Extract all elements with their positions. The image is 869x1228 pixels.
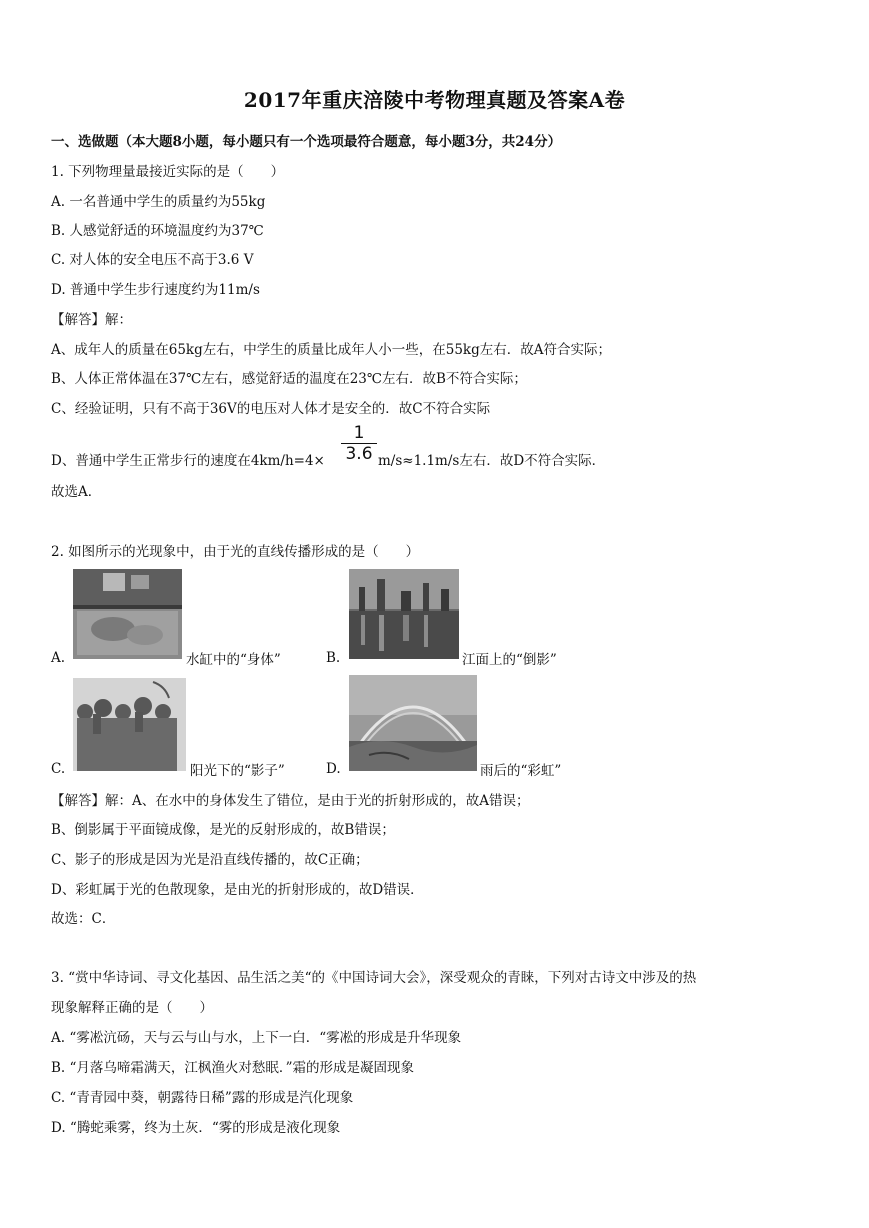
- q2-option-a-caption: 水缸中的“身体”: [186, 652, 281, 668]
- sunlight-shadow-photo: [73, 678, 186, 771]
- q3-option-b: B. “月落乌啼霜满天，江枫渔火对愁眠．”霜的形成是凝固现象: [51, 1060, 415, 1076]
- q3-option-a: A. “雾凇沆砀，天与云与山与水，上下一白．“雾凇的形成是升华现象: [51, 1030, 462, 1046]
- fraction-numerator: 1: [353, 423, 365, 443]
- q2-analysis-b: B、倒影属于平面镜成像，是光的反射形成的，故B错误；: [51, 822, 395, 838]
- q1-option-b: B. 人感觉舒适的环境温度约为37℃: [51, 223, 264, 239]
- q1-choice: 故选A．: [51, 484, 102, 500]
- q3-option-d: D. “腾蛇乘雾，终为土灰．“雾的形成是液化现象: [51, 1120, 341, 1136]
- q3-option-c: C. “青青园中葵，朝露待日稀”露的形成是汽化现象: [51, 1090, 354, 1106]
- fraction-denominator: 3.6: [345, 444, 373, 464]
- q2-option-d-caption: 雨后的“彩虹”: [480, 763, 562, 779]
- q1-answer-label: 【解答】解：: [51, 312, 132, 328]
- q2-analysis-d: D、彩虹属于光的色散现象，是由光的折射形成的，故D错误．: [51, 882, 424, 898]
- q3-stem-line-2: 现象解释正确的是（ ）: [51, 1000, 213, 1016]
- q2-option-b-letter: B.: [326, 650, 341, 666]
- q1-analysis-d-suffix: m/s≈1.1m/s左右．故D不符合实际．: [378, 453, 606, 469]
- q3-stem-line-1: 3. “赏中华诗词、寻文化基因、品生活之美“的《中国诗词大会》，深受观众的青睐，下列对古诗文中涉及的热: [51, 970, 697, 986]
- q1-option-a: A. 一名普通中学生的质量约为55kg: [51, 194, 266, 210]
- q2-analysis-a: 【解答】解：A、在水中的身体发生了错位，是由于光的折射形成的，故A错误；: [51, 793, 530, 809]
- q1-option-d: D. 普通中学生步行速度约为11m/s: [51, 282, 260, 298]
- page-title: 2017年重庆涪陵中考物理真题及答案A卷: [243, 88, 626, 112]
- q1-analysis-a: A、成年人的质量在65kg左右，中学生的质量比成年人小一些，在55kg左右．故A符合实际；: [51, 342, 611, 358]
- q2-option-a-letter: A.: [51, 650, 66, 666]
- q2-option-d-letter: D.: [326, 761, 341, 777]
- q1-option-c: C. 对人体的安全电压不高于3.6 V: [51, 252, 254, 268]
- rainbow-photo: [349, 675, 477, 771]
- q2-choice: 故选：C．: [51, 911, 116, 927]
- q2-option-c-caption: 阳光下的“影子”: [190, 763, 285, 779]
- section-heading: 一、选做题（本大题8小题，每小题只有一个选项最符合题意，每小题3分，共24分）: [51, 134, 562, 150]
- q2-option-c-letter: C.: [51, 761, 66, 777]
- q2-stem: 2. 如图所示的光现象中，由于光的直线传播形成的是（ ）: [51, 544, 420, 560]
- q2-analysis-c: C、影子的形成是因为光是沿直线传播的，故C正确；: [51, 852, 369, 868]
- q1-analysis-b: B、人体正常体温在37℃左右，感觉舒适的温度在23℃左右．故B不符合实际；: [51, 371, 527, 387]
- fraction: [341, 424, 377, 463]
- water-tank-photo: [73, 569, 182, 659]
- q1-analysis-d-prefix: D、普通中学生正常步行的速度在4km/h=4×: [51, 453, 325, 469]
- river-reflection-photo: [349, 569, 459, 659]
- q1-stem: 1. 下列物理量最接近实际的是（ ）: [51, 164, 285, 180]
- q2-option-b-caption: 江面上的“倒影”: [462, 652, 557, 668]
- q1-analysis-c: C、经验证明，只有不高于36V的电压对人体才是安全的．故C不符合实际: [51, 401, 491, 417]
